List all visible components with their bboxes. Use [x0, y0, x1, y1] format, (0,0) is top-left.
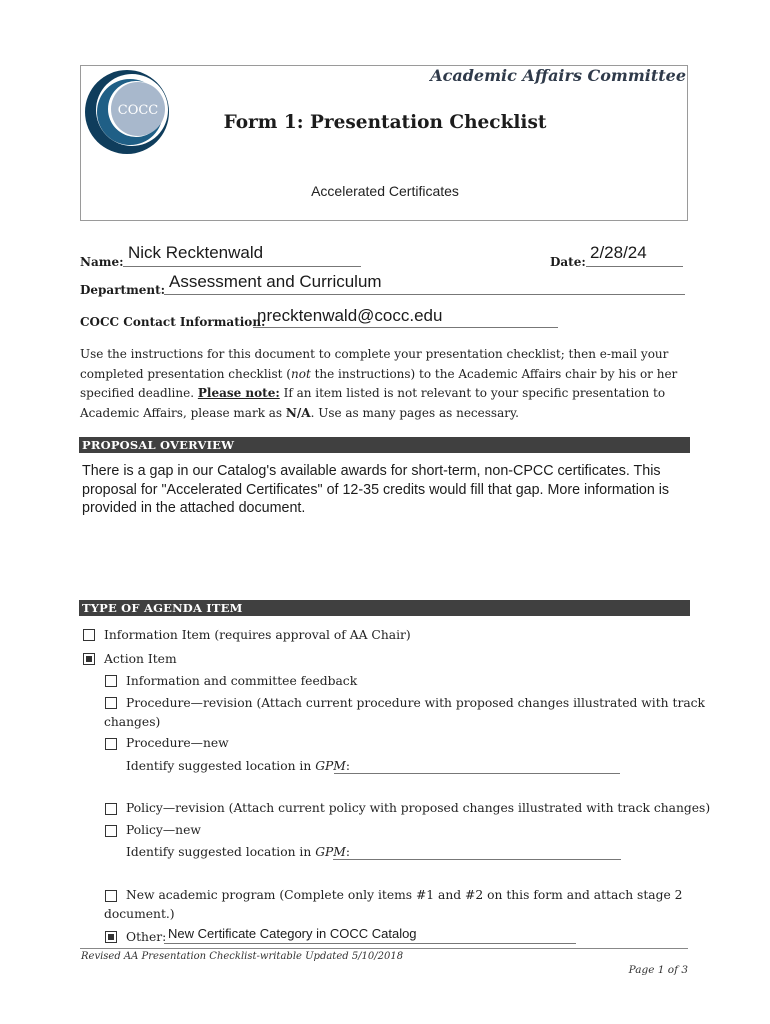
page-number: Page 1 of 3 [628, 964, 688, 976]
form-title: Form 1: Presentation Checklist [223, 112, 547, 133]
other-field[interactable]: New Certificate Category in COCC Catalog [168, 926, 417, 941]
information-item-label: Information Item (requires approval of AA Chair) [104, 628, 411, 642]
logo-text: COCC [117, 103, 159, 118]
date-field[interactable]: 2/28/24 [590, 243, 647, 262]
procedure-gpm-location: Identify suggested location in GPM: [126, 759, 351, 773]
proposal-overview-text[interactable]: There is a gap in our Catalog's available awards for short-term, non-CPCC certificates. This proposal for "Accelerated Certificates" of 12-35 credits would fill that gap. More information is provided in the attached document. [82, 463, 670, 516]
policy-gpm-field[interactable] [333, 859, 621, 860]
footer-divider [80, 948, 688, 949]
procedure-gpm-field[interactable] [334, 773, 620, 774]
contact-field[interactable]: nrecktenwald@cocc.edu [257, 306, 443, 325]
policy-revision-checkbox[interactable] [105, 803, 117, 815]
information-item-checkbox[interactable] [83, 629, 95, 641]
policy-revision-label: Policy—revision (Attach current policy with proposed changes illustrated with track changes) [126, 801, 711, 815]
policy-gpm-location: Identify suggested location in GPM: [126, 845, 351, 859]
committee-title: Academic Affairs Committee [430, 66, 686, 85]
action-item-checkbox[interactable] [83, 653, 95, 665]
new-program-checkbox[interactable] [105, 890, 117, 902]
policy-new-checkbox[interactable] [105, 825, 117, 837]
contact-underline [253, 327, 558, 328]
procedure-revision-checkbox[interactable] [105, 697, 117, 709]
other-label: Other: [126, 930, 167, 944]
info-feedback-label: Information and committee feedback [126, 674, 358, 688]
info-feedback-checkbox[interactable] [105, 675, 117, 687]
proposal-overview-heading: PROPOSAL OVERVIEW [79, 437, 690, 453]
procedure-new-label: Procedure—new [126, 736, 229, 750]
department-label: Department: [80, 283, 166, 297]
procedure-revision-label-cont: changes) [104, 715, 161, 729]
name-field[interactable]: Nick Recktenwald [128, 243, 264, 262]
date-underline [586, 266, 683, 267]
procedure-new-checkbox[interactable] [105, 738, 117, 750]
other-checkbox[interactable] [105, 931, 117, 943]
other-underline [164, 943, 576, 944]
name-underline [123, 266, 361, 267]
department-underline [164, 294, 685, 295]
department-field[interactable]: Assessment and Curriculum [169, 272, 382, 291]
new-program-label-cont: document.) [104, 907, 175, 921]
footer-revision-note: Revised AA Presentation Checklist-writable Updated 5/10/2018 [81, 951, 404, 962]
instructions-paragraph: Use the instructions for this document to complete your presentation checklist; then e-mail your completed presentation checklist (not the instructions) to the Academic Affairs chair by his or her specified deadline. Please note: If an item listed is not relevant to your specific presentation to Academic Affairs, please mark as N/A. Use as many pages as necessary. [80, 347, 678, 420]
contact-label: COCC Contact Information: [80, 315, 266, 329]
date-label: Date: [550, 255, 586, 269]
new-program-label: New academic program (Complete only items #1 and #2 on this form and attach stage 2 [126, 888, 683, 902]
agenda-type-heading: TYPE OF AGENDA ITEM [79, 600, 690, 616]
policy-new-label: Policy—new [126, 823, 201, 837]
name-label: Name: [80, 255, 124, 269]
action-item-label: Action Item [104, 652, 177, 666]
procedure-revision-label: Procedure—revision (Attach current procedure with proposed changes illustrated with track [126, 696, 705, 710]
form-subtitle: Accelerated Certificates [311, 183, 459, 199]
